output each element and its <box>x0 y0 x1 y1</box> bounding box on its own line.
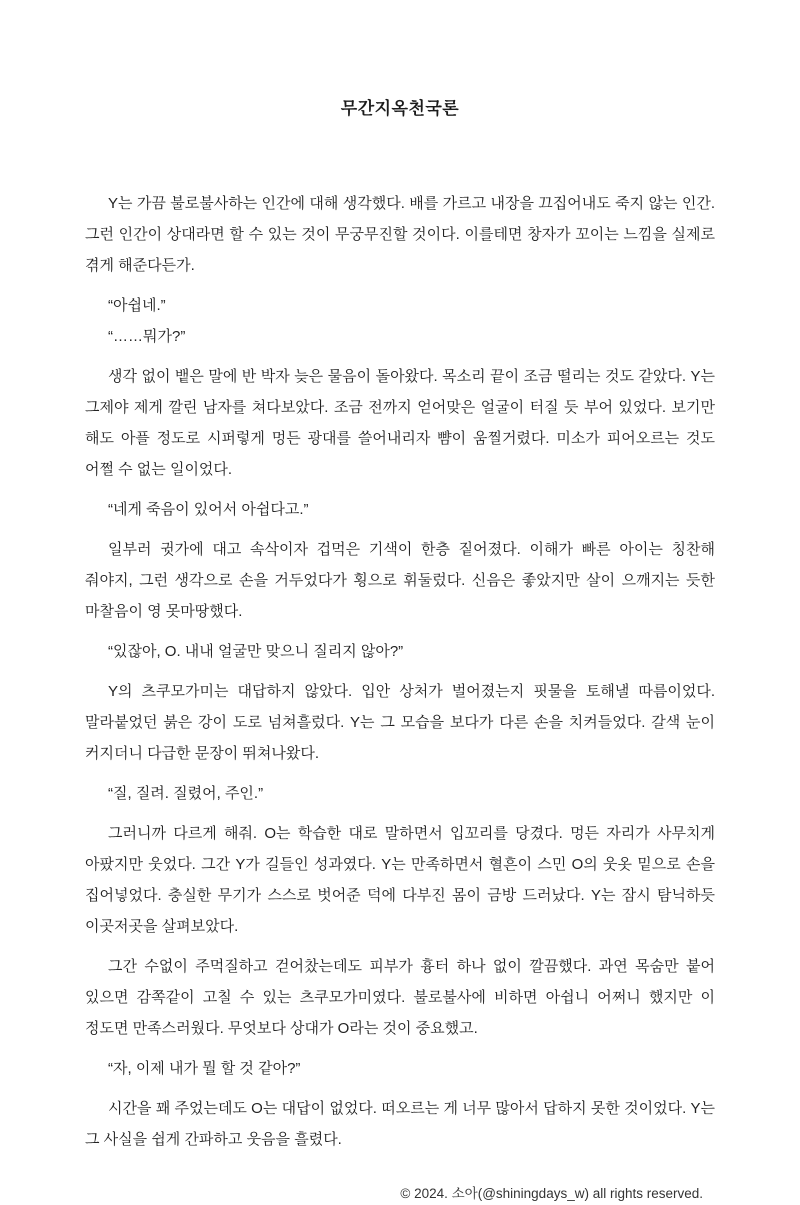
paragraph-text: 생각 없이 뱉은 말에 반 박자 늦은 물음이 돌아왔다. 목소리 끝이 조금 떨리는 것도 같았다. Y는 그제야 제게 깔린 남자를 쳐다보았다. 조금 전까지 얻어맞은 얼굴이 터질 듯 부어 있었다. 보기만 해도 아플 정도로 시퍼렇게 멍든 광대를 쓸어내리자 뺨이 움찔거렸다. 미소가 피어오르는 것도 어쩔 수 없는 일이었다. <box>85 368 715 478</box>
dialogue-line: “아쉽네.” <box>108 297 166 314</box>
paragraph-text: Y의 츠쿠모가미는 대답하지 않았다. 입안 상처가 벌어졌는지 핏물을 토해낼 따름이었다. 말라붙었던 붉은 강이 도로 넘쳐흘렀다. Y는 그 모습을 보다가 다른 손을 치켜들었다. 갈색 눈이 커지더니 다급한 문장이 뛰쳐나왔다. <box>85 683 715 762</box>
paragraph-text: 그간 수없이 주먹질하고 걷어찼는데도 피부가 흉터 하나 없이 깔끔했다. 과연 목숨만 붙어 있으면 감쪽같이 고칠 수 있는 츠쿠모가미였다. 불로불사에 비하면 아쉽니 어쩌니 했지만 이 정도면 만족스러웠다. 무엇보다 상대가 O라는 것이 중요했고. <box>85 958 715 1037</box>
story-body <box>85 188 715 1155</box>
dialogue-block <box>85 290 715 352</box>
dialogue-block <box>85 494 715 525</box>
paragraph-block <box>85 951 715 1044</box>
dialogue-block <box>85 1053 715 1084</box>
paragraph-text: Y는 가끔 불로불사하는 인간에 대해 생각했다. 배를 가르고 내장을 끄집어내도 죽지 않는 인간. 그런 인간이 상대라면 할 수 있는 것이 무궁무진할 것이다. 이를테면 창자가 꼬이는 느낌을 실제로 겪게 해준다든가. <box>85 195 715 274</box>
dialogue-line: “질, 질려. 질렸어, 주인.” <box>108 785 264 802</box>
dialogue-line: “네게 죽음이 있어서 아쉽다고.” <box>108 501 309 518</box>
dialogue-line: “있잖아, O. 내내 얼굴만 맞으니 질리지 않아?” <box>108 643 404 660</box>
paragraph-block <box>85 1093 715 1155</box>
paragraph-text: 일부러 귓가에 대고 속삭이자 겁먹은 기색이 한층 짙어졌다. 이해가 빠른 아이는 칭찬해 줘야지, 그런 생각으로 손을 거두었다가 횡으로 휘둘렀다. 신음은 좋았지만 살이 으깨지는 듯한 마찰음이 영 못마땅했다. <box>85 541 715 620</box>
paragraph-block <box>85 534 715 627</box>
dialogue-block <box>85 636 715 667</box>
paragraph-text: 시간을 꽤 주었는데도 O는 대답이 없었다. 떠오르는 게 너무 많아서 답하지 못한 것이었다. Y는 그 사실을 쉽게 간파하고 웃음을 흘렸다. <box>85 1100 715 1148</box>
paragraph-block <box>85 188 715 281</box>
dialogue-line: “자, 이제 내가 뭘 할 것 같아?” <box>108 1060 301 1077</box>
paragraph-block <box>85 818 715 942</box>
dialogue-line: “……뭐가?” <box>108 328 186 345</box>
copyright-notice: © 2024. 소아(@shiningdays_w) all rights reserved. <box>400 1186 703 1201</box>
dialogue-block <box>85 778 715 809</box>
paragraph-text: 그러니까 다르게 해줘. O는 학습한 대로 말하면서 입꼬리를 당겼다. 멍든 자리가 사무치게 아팠지만 웃었다. 그간 Y가 길들인 성과였다. Y는 만족하면서 혈흔이 스민 O의 웃옷 밑으로 손을 집어넣었다. 충실한 무기가 스스로 벗어준 덕에 다부진 몸이 금방 드러났다. Y는 잠시 탐닉하듯 이곳저곳을 살펴보았다. <box>85 825 715 935</box>
paragraph-block <box>85 676 715 769</box>
paragraph-block <box>85 361 715 485</box>
document-title: 무간지옥천국론 <box>340 99 460 118</box>
